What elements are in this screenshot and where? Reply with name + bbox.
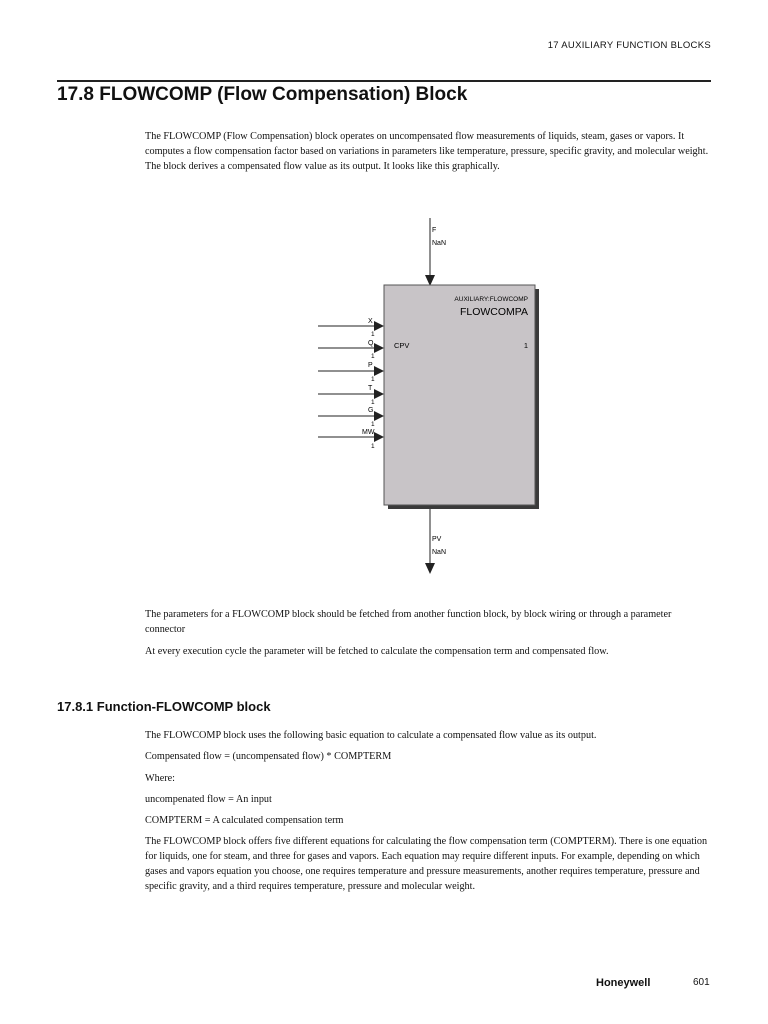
input-value-mw: 1 — [371, 443, 375, 450]
bottom-output-value: NaN — [432, 549, 447, 556]
input-value-p: 1 — [371, 376, 375, 383]
input-value-t: 1 — [371, 399, 375, 406]
params-fetch-paragraph: The parameters for a FLOWCOMP block should be fetched from another function block, by block wiring or through a parameter connector — [145, 609, 672, 635]
compterm-definition-line: COMPTERM = A calculated compensation term — [145, 815, 344, 826]
block-name-label: FLOWCOMPA — [459, 306, 528, 318]
input-value-x: 1 — [371, 331, 375, 338]
top-input-value: NaN — [432, 240, 447, 247]
flowcomp-block[interactable] — [384, 285, 535, 505]
block-param-name: CPV — [394, 341, 410, 350]
section-title: 17.8 FLOWCOMP (Flow Compensation) Block — [57, 84, 468, 105]
uncompensated-definition-line: uncompenated flow = An input — [145, 794, 272, 805]
block-param-value: 1 — [523, 341, 528, 350]
where-line: Where: — [145, 773, 175, 784]
left-input-wire-p — [318, 366, 384, 376]
equation-intro-line: The FLOWCOMP block uses the following basic equation to calculate a compensated flow value as its output. — [145, 730, 597, 741]
subsection-title: 17.8.1 Function-FLOWCOMP block — [57, 699, 271, 714]
left-input-wire-q — [318, 343, 384, 353]
block-type-label: AUXILIARY:FLOWCOMP — [454, 296, 528, 303]
input-label-g: G — [368, 407, 374, 414]
input-label-p: P — [368, 362, 373, 369]
intro-paragraph: The FLOWCOMP (Flow Compensation) block operates on uncompensated flow measurements of liquids, steam, gases or vapors. It computes a flow compensation factor based on variations in parameters like temperature, pressure, specific gravity, and molecular weight. The block derives a compensated flow value as its output. It looks like this graphically. — [145, 131, 709, 172]
page-number: 601 — [693, 977, 710, 988]
left-input-wire-x — [318, 321, 384, 331]
input-label-x: X — [368, 318, 373, 325]
input-label-q: Q — [368, 340, 374, 347]
running-header: 17 AUXILIARY FUNCTION BLOCKS — [547, 40, 711, 51]
top-input-label: F — [432, 227, 437, 234]
bottom-output-label: PV — [432, 536, 442, 543]
input-label-t: T — [368, 385, 373, 392]
input-value-g: 1 — [371, 421, 375, 428]
left-input-wire-t — [318, 389, 384, 399]
equation-line: Compensated flow = (uncompensated flow) * COMPTERM — [145, 751, 392, 762]
left-input-wire-g — [318, 411, 384, 421]
exec-cycle-paragraph: At every execution cycle the parameter will be fetched to calculate the compensation term and compensated flow. — [145, 646, 609, 657]
input-label-mw: MW — [362, 429, 375, 436]
input-value-q: 1 — [371, 353, 375, 360]
equations-paragraph: The FLOWCOMP block offers five different equations for calculating the flow compensation term (COMPTERM). There is one equation for liquids, one for steam, and three for gases and vapors. Each equation may require different inputs. For example, depending on which gases and vapors equation you choose, one requires temperature and pressure measurements, another requires temperature, pressure and specific gravity, and a third requires temperature, pressure and molecular weight. — [145, 836, 708, 892]
honeywell-logo: Honeywell — [596, 977, 651, 989]
